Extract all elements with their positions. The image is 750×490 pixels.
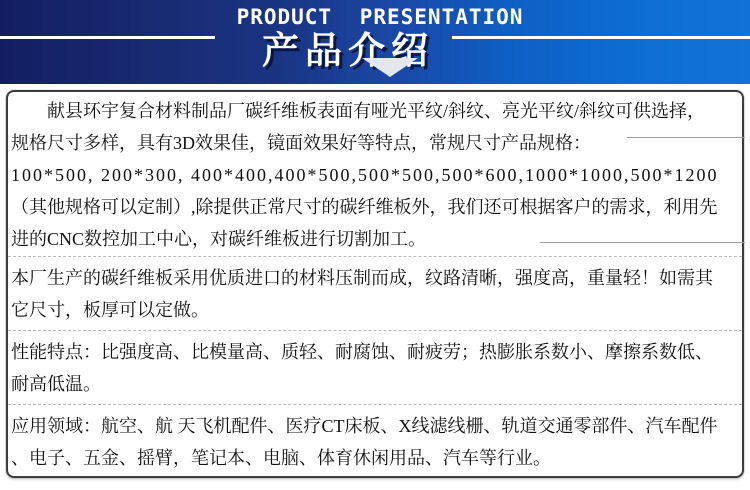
paragraph-applications — [8, 404, 742, 478]
paragraph-line: 规格尺寸多样，具有3D效果佳，镜面效果好等特点，常规尺寸产品规格： — [11, 133, 591, 153]
paragraph-line: 100*500, 200*300, 400*400,400*500,500*500,500*600,1000*1000,500*1200 — [11, 165, 719, 185]
paragraph-performance — [8, 330, 742, 404]
paragraph-line: （其他规格可以定制）,除提供正常尺寸的碳纤维板外，我们还可根据客户的需求，利用先 — [11, 197, 718, 217]
paragraph-line: 应用领域：航空、航 天飞机配件、医疗CT床板、X线滤线栅、轨道交通零部件、汽车配件 — [11, 416, 718, 436]
down-arrow-icon — [362, 58, 418, 77]
content-box — [6, 90, 744, 478]
paragraph-line: 、电子、五金、摇臂，笔记本、电脑、体育休闲用品、汽车等行业。 — [11, 448, 551, 468]
paragraph-line: 耐高低温。 — [11, 374, 101, 394]
paragraph-line: 本厂生产的碳纤维板采用优质进口的材料压制而成，纹路清晰，强度高，重量轻！如需其 — [11, 268, 713, 288]
header-banner — [0, 0, 750, 84]
table-line-fragment — [540, 242, 745, 243]
table-line-fragment — [627, 137, 745, 138]
paragraph-line: 它尺寸，板厚可以定做。 — [11, 300, 209, 320]
paragraph-line: 进的CNC数控加工中心，对碳纤维板进行切割加工。 — [11, 229, 427, 249]
paragraph-line: 献县环宇复合材料制品厂碳纤维板表面有哑光平纹/斜纹、亮光平纹/斜纹可供选择， — [47, 101, 705, 121]
paragraph-line: 性能特点：比强度高、比模量高、质轻、耐腐蚀、耐疲劳；热膨胀系数小、摩擦系数低、 — [11, 342, 713, 362]
paragraph-intro — [8, 92, 742, 256]
header-title-zh: 产品介绍 — [262, 30, 434, 71]
paragraph-quality — [8, 256, 742, 330]
header-title-en: PRODUCT PRESENTATION — [236, 5, 524, 29]
